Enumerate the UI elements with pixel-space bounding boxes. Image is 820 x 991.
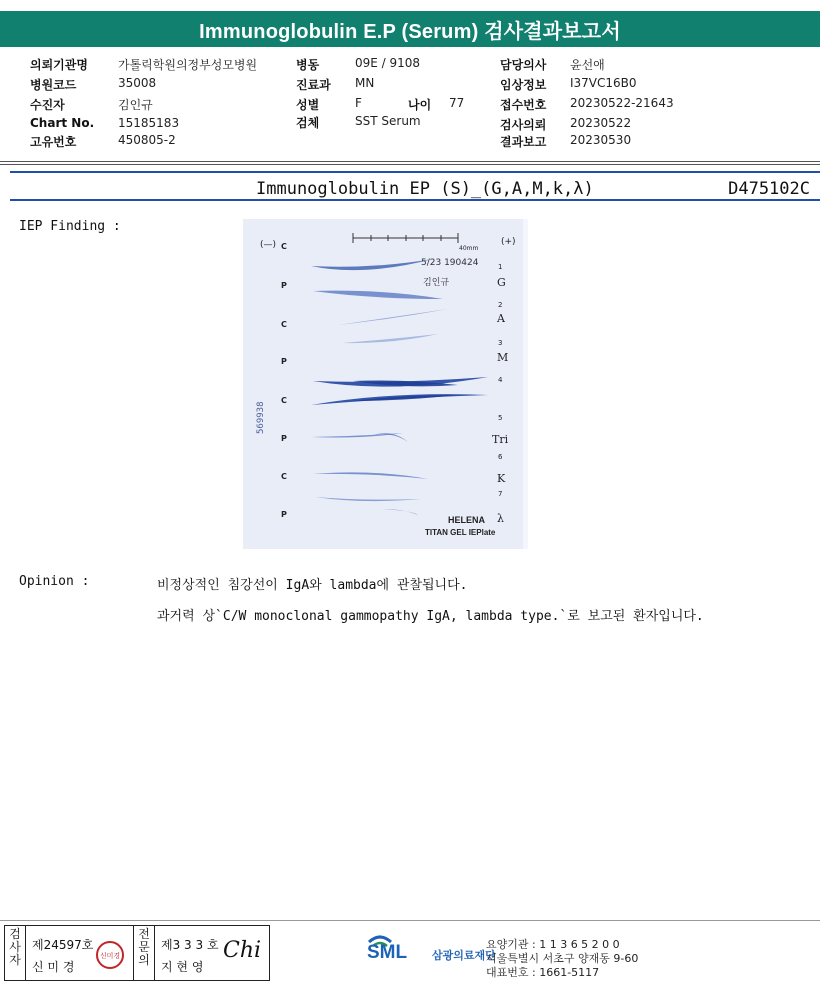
unique-no-label: 고유번호	[30, 135, 77, 149]
sml-logo-text: SML	[367, 942, 408, 963]
inspector-label: 검사자	[9, 927, 21, 967]
receipt-no-label: 접수번호	[500, 98, 547, 112]
gel-num-2: 2	[498, 301, 503, 309]
gel-date-text: 5/23 190424	[421, 258, 479, 268]
test-name: Immunoglobulin EP (S)_(G,A,M,k,λ)	[256, 179, 594, 199]
gel-row-7: C	[281, 472, 287, 481]
test-code: D475102C	[728, 179, 810, 199]
gel-num-7: 7	[498, 490, 503, 498]
antiserum-lambda: λ	[497, 512, 504, 525]
patient-info	[0, 56, 820, 156]
signature-box	[4, 925, 270, 981]
doctor-value: 윤선애	[570, 58, 605, 72]
receipt-no-value: 20230522-21643	[570, 96, 674, 110]
department-value: MN	[355, 76, 375, 90]
gel-minus-label: (—)	[260, 240, 277, 250]
antiserum-tri: Tri	[492, 433, 509, 446]
clinical-info-value: I37VC16B0	[570, 76, 637, 90]
iep-gel-image	[243, 219, 528, 549]
antiserum-g: G	[497, 276, 506, 289]
gel-num-3: 3	[498, 339, 503, 347]
age-value: 77	[449, 96, 465, 110]
antiserum-m: M	[497, 351, 509, 364]
opinion-line-1: 비정상적인 침강선이 IgA와 lambda에 관찰됩니다.	[157, 578, 468, 593]
gel-plus-label: (+)	[501, 237, 516, 247]
sign-divider-1	[25, 926, 26, 980]
chart-no-label: Chart No.	[30, 116, 95, 130]
hospital-code-value: 35008	[118, 76, 157, 90]
report-date-value: 20230530	[570, 133, 632, 147]
sex-label: 성별	[296, 98, 320, 112]
specimen-label: 검체	[296, 116, 320, 130]
request-date-value: 20230522	[570, 116, 632, 130]
report-date-label: 결과보고	[500, 135, 547, 149]
test-header	[10, 171, 820, 201]
gel-num-6: 6	[498, 453, 503, 461]
gel-row-8: P	[281, 510, 287, 519]
gel-side-number: 569938	[256, 401, 266, 434]
specialist-name: 지 현 영	[161, 960, 204, 974]
specimen-value: SST Serum	[355, 114, 421, 128]
unique-no-value: 450805-2	[118, 133, 176, 147]
department-label: 진료과	[296, 78, 331, 92]
iep-finding-label: IEP Finding :	[19, 219, 121, 234]
gel-row-6: P	[281, 434, 287, 443]
gel-brand-1: HELENA	[448, 515, 486, 525]
gel-num-5: 5	[498, 414, 503, 422]
gel-row-5: C	[281, 396, 287, 405]
gel-num-1: 1	[498, 263, 503, 271]
inspector-no: 제24597호	[32, 938, 94, 952]
gel-row-1: C	[281, 242, 287, 251]
footer-divider	[0, 920, 820, 921]
header-divider	[0, 161, 820, 162]
org-name: 삼광의료재단	[432, 949, 496, 962]
sign-divider-2	[133, 926, 134, 980]
report-title: Immunoglobulin E.P (Serum) 검사결과보고서	[0, 11, 820, 47]
ward-value: 09E / 9108	[355, 56, 421, 70]
org-address: 서울특별시 서초구 양재동 9-60	[486, 952, 639, 965]
seal-text: 신미경	[99, 952, 121, 960]
request-date-label: 검사의뢰	[500, 118, 547, 132]
org-code: 요양기관 : 1 1 3 6 5 2 0 0	[486, 938, 620, 951]
gel-brand-2: TITAN GEL IEPlate	[425, 528, 496, 537]
hospital-name-value: 가톨릭학원의정부성모병원	[118, 58, 258, 72]
hospital-name-label: 의뢰기관명	[30, 58, 88, 72]
clinical-info-label: 임상정보	[500, 78, 547, 92]
inspector-name: 신 미 경	[32, 960, 75, 974]
gel-row-2: P	[281, 281, 287, 290]
gel-name-text: 김인규	[423, 278, 450, 288]
age-label: 나이	[408, 98, 432, 112]
inspector-seal-icon	[95, 940, 125, 970]
specialist-label: 전문의	[138, 927, 150, 967]
specialist-no: 제3 3 3 호	[161, 938, 219, 952]
doctor-label: 담당의사	[500, 58, 547, 72]
gel-scale-label: 40mm	[459, 245, 479, 252]
antiserum-a: A	[497, 312, 505, 325]
ward-label: 병동	[296, 58, 320, 72]
sign-divider-3	[154, 926, 155, 980]
org-phone: 대표번호 : 1661-5117	[486, 966, 600, 979]
gel-num-4: 4	[498, 376, 503, 384]
sex-value: F	[355, 96, 362, 110]
gel-row-4: P	[281, 357, 287, 366]
chart-no-value: 15185183	[118, 116, 180, 130]
gel-row-3: C	[281, 320, 287, 329]
hospital-code-label: 병원코드	[30, 78, 77, 92]
patient-name-value: 김인규	[118, 98, 153, 112]
opinion-label: Opinion :	[19, 574, 90, 589]
antiserum-k: K	[497, 472, 506, 485]
patient-name-label: 수진자	[30, 98, 65, 112]
header-divider-2	[0, 164, 820, 165]
signature-icon: Chi	[223, 938, 262, 963]
opinion-line-2: 과거력 상`C/W monoclonal gammopathy IgA, lambda type.`로 보고된 환자입니다.	[157, 609, 704, 624]
